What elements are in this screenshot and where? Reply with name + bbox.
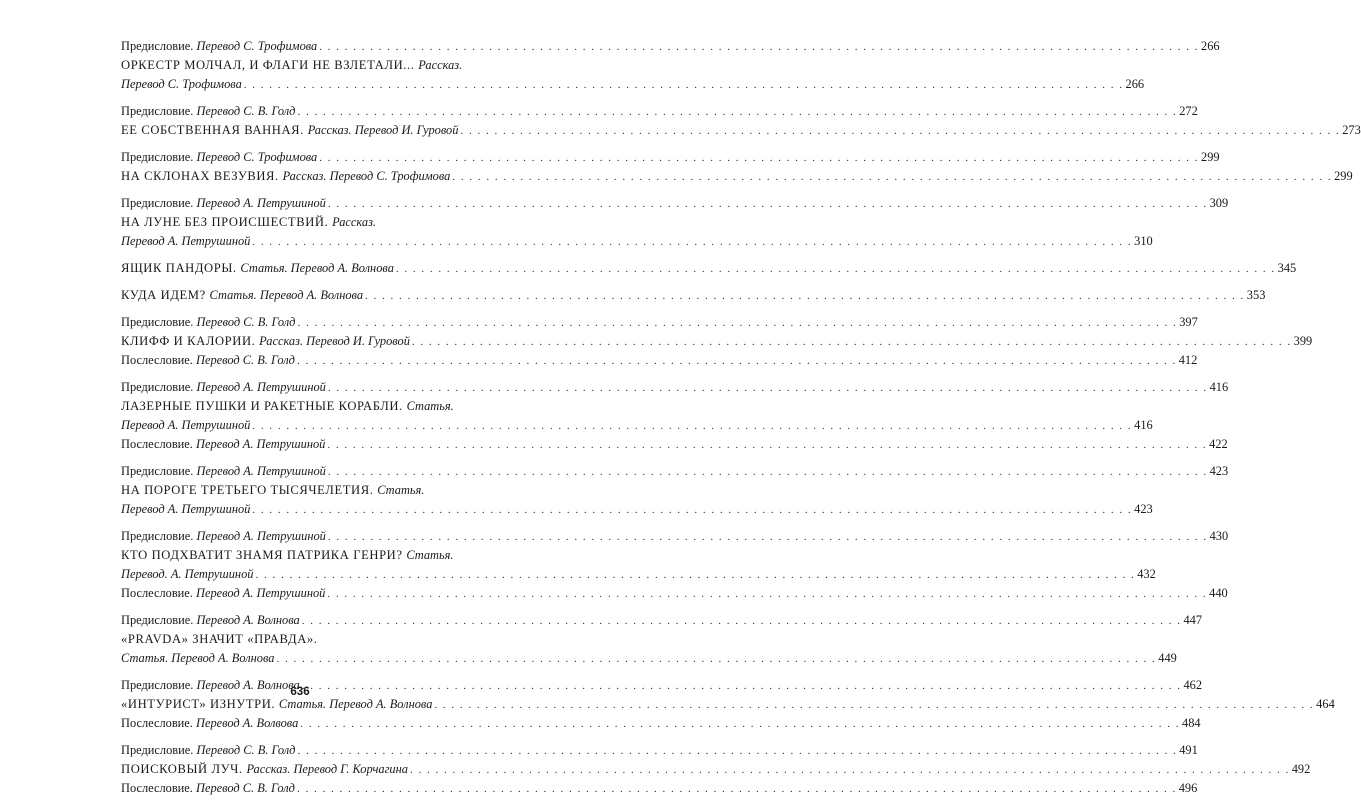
dot-leader xyxy=(252,501,1132,520)
dot-leader xyxy=(460,122,1340,141)
dot-leader xyxy=(319,149,1199,168)
entry-page-number: 310 xyxy=(1134,234,1153,248)
toc-entry-text xyxy=(121,232,250,251)
toc-group xyxy=(121,462,1229,519)
dot-leader xyxy=(302,612,1182,631)
entry-title: «PRAVDA» ЗНАЧИТ «ПРАВДА». xyxy=(121,632,318,646)
entry-description: Статья. xyxy=(406,399,454,413)
toc-entry xyxy=(121,259,1297,278)
toc-entry-text xyxy=(121,397,454,416)
entry-title: НА ЛУНЕ БЕЗ ПРОИСШЕСТВИЙ. xyxy=(121,215,333,229)
toc-group xyxy=(121,676,1335,733)
toc-entry xyxy=(121,232,1153,251)
toc-entry xyxy=(121,779,1198,798)
toc-entry-text xyxy=(121,714,298,733)
toc-group xyxy=(121,378,1229,454)
toc-entry xyxy=(121,397,480,416)
dot-leader xyxy=(297,742,1177,761)
entry-description: Перевод С. В. Голд xyxy=(196,353,295,367)
toc-entry-text xyxy=(121,584,325,603)
entry-page-number: 345 xyxy=(1277,261,1297,275)
entry-description: Перевод А. Петрушиной xyxy=(121,502,251,516)
toc-entry xyxy=(121,102,1198,121)
entry-description: Рассказ. Перевод Г. Корчагина xyxy=(246,762,408,776)
entry-title: НА ПОРОГЕ ТРЕТЬЕГО ТЫСЯЧЕЛЕТИЯ. xyxy=(121,483,378,497)
entry-page-number: 492 xyxy=(1291,762,1311,776)
entry-title: «ИНТУРИСТ» ИЗНУТРИ. xyxy=(121,697,279,711)
entry-description: Рассказ. Перевод С. Трофимова xyxy=(282,169,451,183)
entry-description: Перевод А. Петрушиной xyxy=(196,529,326,543)
toc-entry xyxy=(121,584,1228,603)
dot-leader xyxy=(319,38,1199,57)
entry-title: ЕЕ СОБСТВЕННАЯ ВАННАЯ. xyxy=(121,123,308,137)
toc-entry xyxy=(121,500,1153,519)
entry-page-number: 416 xyxy=(1209,380,1229,394)
dot-leader xyxy=(327,585,1207,604)
entry-description: Перевод С. В. Голд xyxy=(196,315,296,329)
entry-label: Предисловие. xyxy=(121,196,197,210)
entry-title: ЯЩИК ПАНДОРЫ. xyxy=(121,261,241,275)
toc-entry-text xyxy=(121,481,424,500)
entry-page-number: 496 xyxy=(1178,781,1198,795)
entry-page-number: 299 xyxy=(1201,150,1220,164)
entry-description: Перевод А. Волвова xyxy=(196,716,299,730)
entry-title: КЛИФФ И КАЛОРИИ. xyxy=(121,334,260,348)
dot-leader xyxy=(328,195,1208,214)
dot-leader xyxy=(365,287,1245,306)
toc-group xyxy=(121,194,1229,251)
toc-entry xyxy=(121,462,1229,481)
entry-page-number: 272 xyxy=(1179,104,1198,118)
toc-entry-text xyxy=(121,286,363,305)
entry-page-number: 266 xyxy=(1201,39,1220,53)
entry-description: Перевод А. Петрушиной xyxy=(121,418,251,432)
toc-entry-text xyxy=(121,649,275,668)
entry-page-number: 462 xyxy=(1183,678,1203,692)
toc-entry-text xyxy=(121,75,242,94)
entry-description: Статья. xyxy=(406,548,454,562)
toc-entry-text xyxy=(121,102,295,121)
toc-entry xyxy=(121,649,1177,668)
toc-entry-text xyxy=(121,527,326,546)
entry-description: Перевод С. В. Голд xyxy=(196,743,296,757)
entry-description: Перевод С. Трофимова xyxy=(121,77,242,91)
entry-description: Статья. Перевод А. Волнова xyxy=(209,288,364,302)
entry-label: Предисловие. xyxy=(121,150,197,164)
toc-entry xyxy=(121,378,1229,397)
entry-label: Предисловие. xyxy=(121,613,197,627)
toc-entry xyxy=(121,75,1145,94)
entry-description: Перевод А. Петрушиной xyxy=(196,464,326,478)
entry-label: Послесловие. xyxy=(121,437,196,451)
entry-page-number: 353 xyxy=(1246,288,1266,302)
toc-entry-text xyxy=(121,630,318,649)
entry-page-number: 423 xyxy=(1209,464,1229,478)
toc-entry-text xyxy=(121,378,326,397)
entry-label: Предисловие. xyxy=(121,104,197,118)
entry-title: ПОИСКОВЫЙ ЛУЧ. xyxy=(121,762,247,776)
toc-entry xyxy=(121,37,1220,56)
entry-label: Предисловие. xyxy=(121,380,197,394)
toc-entry xyxy=(121,416,1153,435)
toc-entry-text xyxy=(121,37,317,56)
dot-leader xyxy=(277,650,1157,669)
entry-label: Послесловие. xyxy=(121,353,196,367)
toc-entry xyxy=(121,213,480,232)
entry-page-number: 491 xyxy=(1179,743,1198,757)
entry-page-number: 412 xyxy=(1178,353,1198,367)
dot-leader xyxy=(255,566,1135,585)
dot-leader xyxy=(434,696,1314,715)
toc-entry-text xyxy=(121,121,458,140)
toc-group xyxy=(121,259,1297,278)
entry-title: ЛАЗЕРНЫЕ ПУШКИ И РАКЕТНЫЕ КОРАБЛИ. xyxy=(121,399,407,413)
toc-entry-text xyxy=(121,565,253,584)
entry-description: Перевод А. Волнова xyxy=(196,678,300,692)
entry-description: Рассказ. xyxy=(418,58,463,72)
toc-group xyxy=(121,102,1361,140)
toc-entry xyxy=(121,760,1311,779)
entry-label: Послесловие. xyxy=(121,586,196,600)
dot-leader xyxy=(327,436,1207,455)
toc-entry xyxy=(121,481,480,500)
entry-description: Перевод С. Трофимова xyxy=(196,39,318,53)
entry-description: Перевод А. Петрушиной xyxy=(196,196,326,210)
toc-entry xyxy=(121,714,1201,733)
entry-page-number: 449 xyxy=(1158,651,1177,665)
entry-description: Перевод С. Трофимова xyxy=(196,150,318,164)
toc-entry xyxy=(121,313,1198,332)
toc-entry xyxy=(121,351,1198,370)
dot-leader xyxy=(396,260,1276,279)
entry-page-number: 440 xyxy=(1209,586,1228,600)
entry-page-number: 273 xyxy=(1342,123,1361,137)
toc-entry-text xyxy=(121,167,450,186)
toc-entry-text xyxy=(121,194,326,213)
toc-entry-text xyxy=(121,332,410,351)
dot-leader xyxy=(297,352,1177,371)
toc-entry xyxy=(121,435,1228,454)
toc-group xyxy=(121,286,1266,305)
entry-description: Перевод А. Волнова xyxy=(196,613,300,627)
entry-title: КУДА ИДЕМ? xyxy=(121,288,210,302)
toc-group xyxy=(121,148,1353,186)
toc-group xyxy=(121,313,1313,370)
entry-label: Послесловие. xyxy=(121,781,196,795)
dot-leader xyxy=(328,528,1208,547)
entry-description: Статья. Перевод А. Волнова xyxy=(278,697,433,711)
toc-entry-text xyxy=(121,435,325,454)
toc-entry xyxy=(121,148,1220,167)
entry-page-number: 399 xyxy=(1293,334,1313,348)
entry-description: Перевод. А. Петрушиной xyxy=(121,567,254,581)
toc-entry xyxy=(121,630,480,649)
dot-leader xyxy=(252,233,1132,252)
toc-entry-text xyxy=(121,779,295,798)
entry-page-number: 416 xyxy=(1134,418,1153,432)
entry-page-number: 432 xyxy=(1137,567,1156,581)
dot-leader xyxy=(297,314,1177,333)
toc-entry-text xyxy=(121,462,326,481)
entry-description: Перевод С. В. Голд xyxy=(196,104,296,118)
toc-entry-text xyxy=(121,259,394,278)
entry-description: Статья. xyxy=(377,483,425,497)
entry-page-number: 309 xyxy=(1209,196,1229,210)
toc-entry xyxy=(121,286,1266,305)
toc-entry-text xyxy=(121,351,295,370)
entry-page-number: 430 xyxy=(1209,529,1229,543)
dot-leader xyxy=(297,103,1177,122)
toc-group xyxy=(121,611,1203,668)
entry-label: Предисловие. xyxy=(121,678,197,692)
toc-group xyxy=(121,37,1220,94)
entry-page-number: 266 xyxy=(1125,77,1145,91)
toc-entry xyxy=(121,565,1156,584)
entry-description: Перевод С. В. Голд xyxy=(196,781,295,795)
entry-label: Предисловие. xyxy=(121,464,197,478)
toc-entry-text xyxy=(121,148,317,167)
entry-title: НА СКЛОНАХ ВЕЗУВИЯ. xyxy=(121,169,283,183)
toc-entry-text xyxy=(121,546,454,565)
dot-leader xyxy=(328,379,1208,398)
dot-leader xyxy=(244,76,1124,95)
dot-leader xyxy=(300,715,1180,734)
entry-description: Перевод А. Петрушиной xyxy=(196,380,326,394)
entry-description: Перевод А. Петрушиной xyxy=(121,234,251,248)
toc-group xyxy=(121,741,1311,798)
toc-entry xyxy=(121,546,480,565)
dot-leader xyxy=(252,417,1132,436)
dot-leader xyxy=(410,761,1290,780)
entry-description: Перевод А. Петрушиной xyxy=(196,586,326,600)
toc-entry xyxy=(121,527,1229,546)
toc-entry-text xyxy=(121,741,295,760)
toc-entry xyxy=(121,167,1353,186)
entry-page-number: 447 xyxy=(1183,613,1203,627)
toc-entry-text xyxy=(121,56,462,75)
toc-entry-text xyxy=(121,611,300,630)
entry-label: Предисловие. xyxy=(121,529,197,543)
page-number: 636 xyxy=(290,686,310,698)
toc-entry xyxy=(121,741,1198,760)
toc-group xyxy=(121,527,1229,603)
toc-entry-text xyxy=(121,313,295,332)
toc-entry xyxy=(121,121,1361,140)
entry-title: КТО ПОДХВАТИТ ЗНАМЯ ПАТРИКА ГЕНРИ? xyxy=(121,548,407,562)
entry-title: ОРКЕСТР МОЛЧАЛ, И ФЛАГИ НЕ ВЗЛЕТАЛИ... xyxy=(121,58,419,72)
entry-page-number: 423 xyxy=(1134,502,1153,516)
entry-page-number: 422 xyxy=(1209,437,1228,451)
toc-entry-text xyxy=(121,500,250,519)
toc-entry xyxy=(121,194,1229,213)
toc-entry xyxy=(121,611,1203,630)
toc-entry-text xyxy=(121,760,408,779)
entry-label: Послесловие. xyxy=(121,716,196,730)
dot-leader xyxy=(452,168,1332,187)
toc-entry xyxy=(121,332,1313,351)
toc-entry-text xyxy=(121,416,250,435)
toc-entry-text xyxy=(121,213,376,232)
toc-entry xyxy=(121,56,480,75)
entry-page-number: 397 xyxy=(1179,315,1198,329)
entry-description: Перевод А. Петрушиной xyxy=(196,437,326,451)
entry-page-number: 299 xyxy=(1334,169,1353,183)
entry-description: Статья. Перевод А. Волнова xyxy=(240,261,394,275)
entry-label: Предисловие. xyxy=(121,39,197,53)
entry-page-number: 484 xyxy=(1182,716,1201,730)
entry-description: Статья. Перевод А. Волнова xyxy=(121,651,275,665)
entry-description: Рассказ. Перевод И. Гуровой xyxy=(307,123,459,137)
entry-label: Предисловие. xyxy=(121,315,197,329)
dot-leader xyxy=(297,780,1177,799)
entry-description: Рассказ. xyxy=(332,215,376,229)
entry-label: Предисловие. xyxy=(121,743,197,757)
entry-page-number: 464 xyxy=(1316,697,1335,711)
dot-leader xyxy=(328,463,1208,482)
entry-description: Рассказ. Перевод И. Гуровой xyxy=(259,334,410,348)
dot-leader xyxy=(412,333,1292,352)
